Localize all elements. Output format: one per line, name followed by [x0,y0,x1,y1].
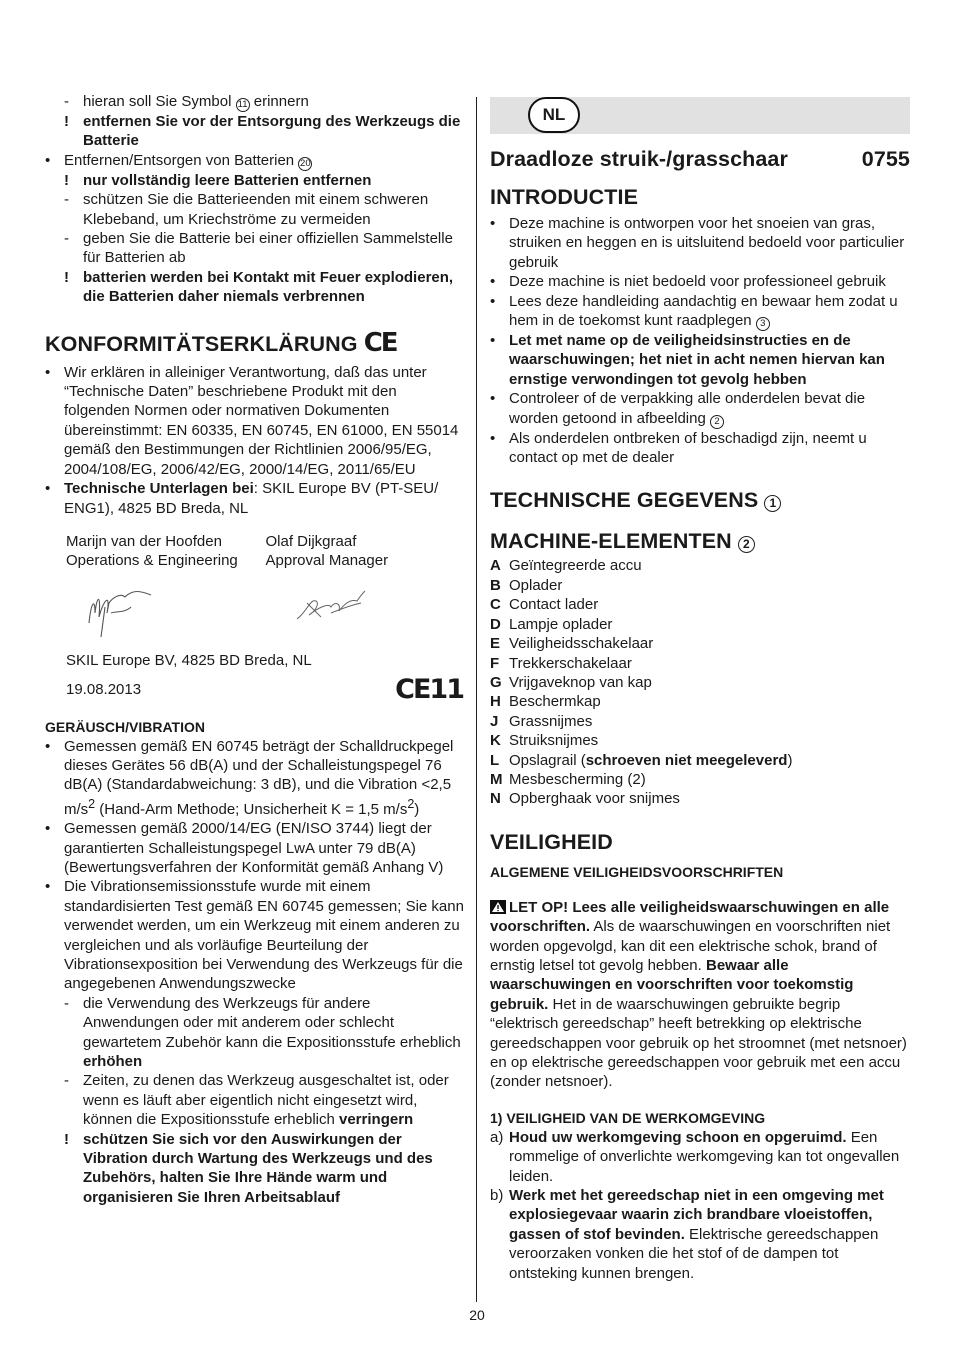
list-item-text: batterien werden bei Kontakt mit Feuer explodieren, die Batterien daher niemals verbrennen [83,268,454,306]
product-title-row [490,146,910,172]
list-marker: • [45,480,51,498]
element-label: Grassnijmes [509,712,593,730]
intro-list [490,214,910,467]
general-safety-text: LET OP! Lees alle veiligheidswaarschuwingen en alle voorschriften. Als de waarschuwingen en voorschriften niet worden opgevolgd, kan dit een elektrische schok, brand of ernstig letsel tot gevolg hebben. Bewaar alle waarschuwingen en voorschriften voor toekomstig gebruik. Het in de waarschuwingen gebruikte begrip “elektrisch gereedschap” heeft betrekking op elektrische gereedschappen voor gebruik op het stroomnet (met netsnoer) en op elektrische gereedschappen voor gebruik met een accu (zonder netsnoer). [490,898,907,1091]
element-row [490,556,910,575]
elements-list [490,556,910,808]
list-item-text: Gemessen gemäß 2000/14/EG (EN/ISO 3744) liegt der garantierten Schalleistungspegel LwA unter 79 dB(A) (Bewertungsverfahren der Konformität gemäß Anhang V) [64,820,444,876]
konformitat-list [45,363,465,518]
battery-item [45,190,465,229]
konformitat-item [45,479,465,518]
list-marker: - [64,191,69,209]
intro-item [490,331,910,389]
list-marker: • [45,151,51,169]
list-marker: - [64,230,69,248]
list-marker: • [490,292,496,310]
element-key: D [490,615,501,633]
product-title: Draadloze struik-/grasschaar [490,147,788,171]
signer2-name: Olaf Dijkgraaf [265,532,357,550]
element-key: M [490,770,503,788]
intro-item [490,429,910,468]
list-item-text: Zeiten, zu denen das Werkzeug ausgeschaltet ist, oder wenn es läuft aber eigentlich nicht eingesetzt wird, können die Expositionsstufe erheblich verringern [83,1072,449,1129]
intro-item [490,292,910,331]
intro-heading: INTRODUCTIE [490,185,639,209]
list-marker: ! [64,171,69,189]
signatories [45,532,465,571]
list-marker: ! [64,1130,69,1148]
noise-item [45,737,465,820]
battery-item [45,229,465,268]
element-label: Beschermkap [509,693,601,711]
element-row [490,712,910,731]
list-item-text: schützen Sie sich vor den Auswirkungen der Vibration durch Wartung des Werkzeugs und des Zubehörs, halten Sie Ihre Hände warm und organisieren Sie Ihren Arbeitsablauf [83,1130,433,1206]
noise-item [45,819,465,877]
element-label: Vrijgaveknop van kap [509,673,652,691]
warning-icon [490,900,506,914]
safety-heading: VEILIGHEID [490,829,613,854]
list-item-text: Als onderdelen ontbreken of beschadigd zijn, neemt u contact op met de dealer [509,429,867,467]
list-item-text: Entfernen/Entsorgen von Batterien 20 [64,151,311,169]
language-badge: NL [528,97,580,133]
work-area-item [490,1186,910,1283]
list-marker: • [490,429,496,447]
element-row [490,731,910,750]
noise-item [45,994,465,1072]
elements-ref-icon: 2 [738,536,755,553]
list-item-text: nur vollständig leere Batterien entfernen [83,171,372,189]
element-row [490,789,910,808]
signature-2-icon [291,583,371,629]
column-divider [476,97,477,1302]
element-row [490,576,910,595]
list-item-text: schützen Sie die Batterieenden mit einem schweren Klebeband, um Kriechströme zu vermeiden [83,191,429,228]
list-marker: - [64,994,69,1012]
element-row [490,770,910,789]
tech-title: TECHNISCHE GEGEVENS [490,488,759,513]
battery-item [45,171,465,190]
element-label: Opberghaak voor snijmes [509,790,680,808]
element-key: B [490,576,501,594]
right-column [490,92,910,1283]
list-item-text: Controleer of de verpakking alle onderdelen bevat die worden getoond in afbeelding 2 [509,390,866,427]
konformitat-title: KONFORMITÄTSERKLÄRUNG [45,331,358,356]
list-item-text: Wir erklären in alleiniger Verantwortung, daß das unter “Technische Daten” beschriebene Produkt mit den folgenden Normen oder normativen Dokumenten übereinstimmt: EN 60335, EN 60745, EN 61000, EN 55014 gemäß den Bestimmungen der Richtlinien 2006/95/EG, 2004/108/EG, 2006/42/EG, 2000/14/EG, 2011/65/EU [64,363,459,478]
work-area-list [490,1128,910,1283]
battery-item [45,92,465,112]
element-row [490,692,910,711]
list-item-text: Houd uw werkomgeving schoon en opgeruimd. Een rommelige of onverlichte werkomgeving kan tot ongevallen leiden. [509,1128,900,1185]
element-row [490,751,910,770]
tech-ref-icon: 1 [764,495,781,512]
element-label: Lampje oplader [509,615,613,633]
element-key: H [490,693,501,711]
list-item-text: Lees deze handleiding aandachtig en bewaar hem zodat u hem in de toekomst kunt raadplegen 3 [509,292,898,330]
elements-heading [490,528,910,554]
list-marker: - [64,93,69,110]
element-row [490,673,910,692]
list-marker: • [490,273,496,291]
element-label: Trekkerschakelaar [509,654,632,672]
element-key: N [490,790,501,808]
element-row [490,615,910,634]
list-item-text: Deze machine is niet bedoeld voor professioneel gebruik [509,273,886,291]
noise-heading: GERÄUSCH/VIBRATION [45,718,205,735]
list-item-text: entfernen Sie vor der Entsorgung des Werkzeugs die Batterie [83,113,461,150]
battery-item [45,112,465,151]
element-label: Contact lader [509,596,599,614]
product-code: 0755 [861,147,910,171]
element-key: L [490,751,500,769]
signer1-role: Operations & Engineering [66,552,238,570]
element-key: K [490,732,501,750]
element-row [490,595,910,614]
intro-item [490,272,910,291]
element-key: C [490,596,501,614]
element-key: J [490,712,499,730]
intro-item [490,389,910,428]
konformitat-heading [45,327,465,358]
work-area-item [490,1128,910,1186]
list-marker: • [490,332,496,350]
list-item-text: Gemessen gemäß EN 60745 beträgt der Schalldruckpegel dieses Gerätes 56 dB(A) und der Schalleistungspegel 76 dB(A) (Standardabweichung: 3 dB), und die Vibration <2,5 $m/s^2$ (Hand-Arm Methode; Unsicherheit K = 1,5 $m/s^2$) [64,737,454,818]
list-marker: • [45,878,51,896]
list-item-text: hieran soll Sie Symbol 11 erinnern [83,93,309,110]
list-marker: ! [64,113,69,130]
list-marker: • [490,215,496,232]
list-marker: b) [490,1187,504,1205]
declaration-date: 19.08.2013 [66,681,142,699]
intro-item [490,214,910,272]
list-item-text: Deze machine is ontworpen voor het snoeien van gras, struiken en heggen en is uitsluitend bedoeld voor particulier gebruik [509,215,905,271]
list-marker: ! [64,268,69,286]
noise-list [45,737,465,1208]
list-item-text: die Verwendung des Werkzeugs für andere Anwendungen oder mit anderem oder schlecht gewartetem Zubehör kann die Expositionsstufe erheblich erhöhen [83,994,461,1071]
list-marker: - [64,1072,69,1090]
list-marker: • [45,820,51,838]
signatures [45,583,465,641]
tech-heading [490,487,910,513]
element-key: E [490,635,501,653]
list-item-text: Technische Unterlagen bei: SKIL Europe BV (PT-SEU/ ENG1), 4825 BD Breda, NL [64,480,439,517]
list-item-text: Die Vibrationsemissionsstufe wurde mit einem standardisierten Test gemäß EN 60745 gemessen; Sie kann verwendet werden, um ein Werkzeug mit einem anderen zu vergleichen und als vorläufige Beurteilung der Vibrationsexposition bei Verwendung des Werkzeugs für die angegebenen Anwendungszwecke [64,878,464,993]
list-marker: a) [490,1128,504,1146]
battery-item [45,151,465,171]
element-label: Mesbescherming (2) [509,770,646,788]
general-safety-heading: ALGEMENE VEILIGHEIDSVOORSCHRIFTEN [490,863,784,880]
company-address: SKIL Europe BV, 4825 BD Breda, NL [66,651,312,669]
list-item-text: Let met name op de veiligheidsinstructies en de waarschuwingen; het niet in acht nemen hiervan kan ernstige verwondingen tot gevolg hebben [509,332,885,388]
battery-item [45,268,465,307]
element-label: Struiksnijmes [509,732,599,750]
language-bar [490,97,910,134]
elements-title: MACHINE-ELEMENTEN [490,529,732,554]
element-label: Veiligheidsschakelaar [509,635,654,653]
ce11-mark-icon: CE11 [395,674,463,706]
battery-instructions [45,92,465,307]
list-marker: • [45,363,51,381]
element-key: G [490,673,502,691]
left-column [45,92,465,1207]
date-row [45,674,465,706]
element-key: F [490,654,500,672]
signer1-name: Marijn van der Hoofden [66,532,222,550]
page-number: 20 [469,1307,485,1323]
signature-1-icon [81,583,161,641]
noise-item [45,1071,465,1129]
signer2-role: Approval Manager [265,552,389,570]
noise-item [45,877,465,993]
element-label: Opslagrail (schroeven niet meegeleverd) [509,751,793,769]
konformitat-item [45,363,465,479]
list-marker: • [490,390,496,408]
list-marker: • [45,737,51,755]
ce-mark-icon: CE [363,327,397,358]
noise-item [45,1130,465,1208]
element-label: Oplader [509,576,563,594]
list-item-text: Werk met het gereedschap niet in een omgeving met explosiegevaar waarin zich brandbare vloeistoffen, gassen of stof bevinden. Elektrische gereedschappen veroorzaken vonken die het stof of de dampen tot ontsteking kunnen brengen. [509,1187,884,1282]
element-row [490,634,910,653]
work-area-heading: 1) VEILIGHEID VAN DE WERKOMGEVING [490,1109,766,1126]
element-label: Geïntegreerde accu [509,557,642,575]
element-row [490,654,910,673]
element-key: A [490,557,501,575]
list-item-text: geben Sie die Batterie bei einer offiziellen Sammelstelle für Batterien ab [83,230,453,267]
